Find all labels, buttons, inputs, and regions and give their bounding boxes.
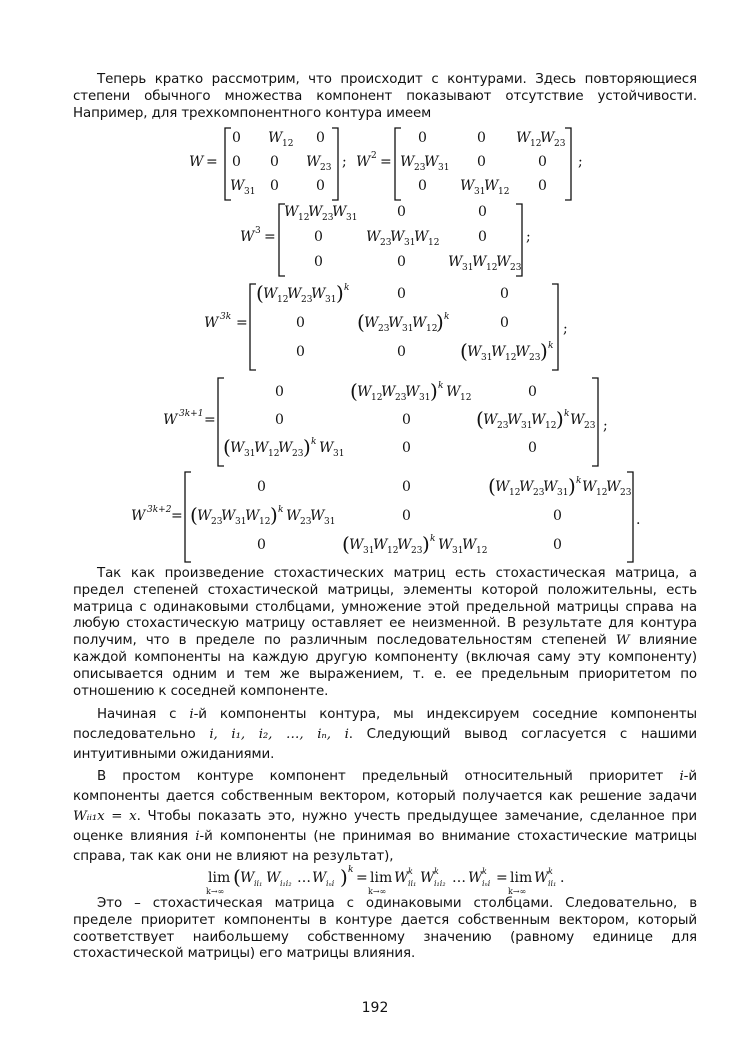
svg-text:k: k — [430, 534, 436, 544]
svg-text:12: 12 — [505, 353, 517, 363]
svg-text:W: W — [448, 254, 463, 270]
svg-text:12: 12 — [498, 187, 510, 197]
index-sequence: i, i₁, i₂, …, iₙ, i — [209, 727, 349, 742]
svg-text:23: 23 — [292, 449, 304, 459]
svg-text:31: 31 — [324, 517, 336, 527]
svg-text:lim: lim — [208, 870, 231, 886]
svg-text:12: 12 — [282, 139, 294, 149]
svg-text:0: 0 — [270, 178, 279, 194]
svg-text:k: k — [434, 867, 439, 876]
svg-text:12: 12 — [545, 421, 557, 431]
svg-text:31: 31 — [462, 263, 474, 273]
svg-text:0: 0 — [500, 315, 509, 331]
svg-text:W: W — [266, 870, 281, 886]
svg-text:W: W — [467, 344, 482, 360]
svg-text:0: 0 — [418, 130, 427, 146]
svg-text:W: W — [606, 479, 621, 495]
svg-text:0: 0 — [316, 130, 325, 146]
svg-text:31: 31 — [404, 238, 416, 248]
svg-text:W: W — [446, 384, 461, 400]
svg-text:W: W — [286, 508, 301, 524]
svg-text:0: 0 — [275, 412, 284, 428]
svg-text:0: 0 — [257, 479, 266, 495]
svg-text:lim: lim — [370, 870, 393, 886]
svg-text:): ) — [336, 281, 344, 305]
p3-a: Начиная с — [97, 707, 177, 722]
svg-text:3: 3 — [255, 226, 261, 236]
svg-text:(: ( — [476, 407, 484, 431]
svg-text:k→∞: k→∞ — [368, 887, 387, 896]
svg-text:W: W — [204, 315, 219, 331]
svg-text:23: 23 — [533, 488, 545, 498]
svg-text:12: 12 — [277, 295, 289, 305]
svg-text:W: W — [131, 508, 146, 524]
page-number: 192 — [361, 1000, 389, 1016]
svg-text:;: ; — [578, 154, 583, 170]
svg-text:…: … — [452, 870, 466, 886]
svg-text:0: 0 — [316, 178, 325, 194]
svg-text:3k+1: 3k+1 — [179, 409, 204, 419]
svg-text:23: 23 — [378, 324, 390, 334]
svg-text:23: 23 — [301, 295, 313, 305]
svg-text:31: 31 — [363, 546, 375, 556]
svg-text:W: W — [460, 178, 475, 194]
var-W: W — [615, 633, 630, 649]
equation-W3 — [240, 204, 531, 276]
svg-text:12: 12 — [476, 546, 488, 556]
paragraph-contour — [73, 767, 697, 867]
svg-text:W: W — [189, 154, 204, 170]
svg-text:W: W — [381, 384, 396, 400]
svg-text:12: 12 — [530, 139, 542, 149]
svg-text:=: = — [264, 229, 276, 245]
svg-text:=: = — [380, 154, 392, 170]
svg-text:W: W — [311, 286, 326, 302]
svg-text:W: W — [484, 178, 499, 194]
svg-text:23: 23 — [414, 163, 426, 173]
svg-text:): ) — [436, 310, 444, 334]
svg-text:.: . — [636, 512, 641, 528]
svg-text:W: W — [534, 870, 549, 886]
svg-text:W: W — [163, 412, 178, 428]
svg-text:W: W — [240, 870, 255, 886]
svg-text:31: 31 — [244, 187, 256, 197]
svg-text:12: 12 — [486, 263, 498, 273]
svg-text:0: 0 — [232, 130, 241, 146]
svg-text:12: 12 — [298, 213, 310, 223]
svg-text:23: 23 — [322, 213, 334, 223]
svg-text:23: 23 — [620, 488, 632, 498]
svg-text:0: 0 — [478, 229, 487, 245]
svg-text:0: 0 — [528, 384, 537, 400]
svg-text:=: = — [206, 154, 218, 170]
svg-text:ii₁: ii₁ — [548, 879, 557, 888]
svg-text:0: 0 — [257, 537, 266, 553]
svg-text:W: W — [357, 384, 372, 400]
svg-text:W: W — [570, 412, 585, 428]
paragraph-stochastic-text: Так как произведение стохастических матриц есть стохастическая матрица, а предел степеней стохастической матрицы, элементы которой положительны, есть матрица с одинаковыми столбцами, умножение этой предельной матрицы справа на любую стохастическую матрицу оставляет ее неизменной. В результате для контура получим, что в пределе по различным последовательностям степеней — [73, 566, 697, 649]
svg-text:(: ( — [357, 310, 365, 334]
var-i: i — [189, 707, 194, 722]
svg-text:31: 31 — [481, 353, 493, 363]
svg-text:i₁i₂: i₁i₂ — [280, 879, 292, 888]
svg-text:0: 0 — [232, 154, 241, 170]
svg-text:23: 23 — [497, 421, 509, 431]
svg-text:k: k — [348, 865, 354, 875]
svg-text:k: k — [548, 867, 553, 876]
svg-text:31: 31 — [244, 449, 256, 459]
svg-text:3k+2: 3k+2 — [147, 505, 172, 515]
svg-text:lim: lim — [510, 870, 533, 886]
svg-text:W: W — [483, 412, 498, 428]
svg-text:k: k — [564, 409, 570, 419]
svg-text:0: 0 — [528, 440, 537, 456]
svg-text:;: ; — [563, 321, 568, 337]
svg-text:(: ( — [342, 532, 350, 556]
svg-text:31: 31 — [521, 421, 533, 431]
svg-text:0: 0 — [296, 344, 305, 360]
svg-text:W: W — [516, 130, 531, 146]
svg-text:k: k — [278, 505, 284, 515]
paragraph-conclusion: Это – стохастическая матрица с одинаковыми столбцами. Следовательно, в пределе приоритет компоненты в контуре дается собственным вектором, который соответствует наибольшему собственному значению (равному единице для стохастической матрицы) его матрицы влияния. — [73, 896, 697, 962]
svg-text:12: 12 — [259, 517, 271, 527]
svg-text:23: 23 — [380, 238, 392, 248]
equation-W3k — [204, 281, 568, 370]
svg-text:…: … — [297, 870, 311, 886]
svg-text:iₙi: iₙi — [482, 879, 491, 888]
svg-text:0: 0 — [402, 412, 411, 428]
svg-text:(: ( — [488, 474, 496, 498]
svg-text:W: W — [388, 315, 403, 331]
svg-text:ii₁: ii₁ — [408, 879, 417, 888]
svg-text:12: 12 — [428, 238, 440, 248]
svg-text:W: W — [312, 870, 327, 886]
svg-text:W: W — [462, 537, 477, 553]
svg-text:0: 0 — [553, 508, 562, 524]
svg-text:0: 0 — [500, 286, 509, 302]
svg-text:0: 0 — [402, 508, 411, 524]
svg-text:23: 23 — [211, 517, 223, 527]
svg-text:31: 31 — [452, 546, 464, 556]
svg-text:W: W — [197, 508, 212, 524]
svg-text:23: 23 — [554, 139, 566, 149]
svg-text:): ) — [270, 503, 278, 527]
svg-text:k→∞: k→∞ — [206, 887, 225, 896]
svg-text:31: 31 — [333, 449, 345, 459]
svg-text:W: W — [356, 154, 371, 170]
svg-text:0: 0 — [477, 130, 486, 146]
p4-d: -й компоненты (не принимая во внимание стохастические матрицы справа, так как они не влияют на результат), — [73, 829, 697, 864]
svg-text:W: W — [491, 344, 506, 360]
svg-text:k: k — [548, 341, 554, 351]
equation-W — [189, 128, 583, 200]
svg-text:ii₁: ii₁ — [254, 879, 263, 888]
svg-text:): ) — [340, 865, 348, 889]
svg-text:W: W — [582, 479, 597, 495]
svg-text:k: k — [482, 867, 487, 876]
svg-text:W: W — [230, 178, 245, 194]
svg-text:W: W — [438, 537, 453, 553]
svg-text:): ) — [540, 339, 548, 363]
svg-text:(: ( — [190, 503, 198, 527]
svg-text:): ) — [568, 474, 576, 498]
svg-text:W: W — [230, 440, 245, 456]
svg-text:W: W — [284, 204, 299, 220]
svg-text:=: = — [496, 870, 508, 886]
svg-text:W: W — [412, 315, 427, 331]
p3-c: . Следующий вывод согласуется с нашими интуитивными ожиданиями. — [73, 727, 697, 762]
svg-text:): ) — [430, 379, 438, 403]
svg-text:W: W — [332, 204, 347, 220]
svg-text:(: ( — [223, 435, 231, 459]
svg-text:23: 23 — [320, 163, 332, 173]
svg-text:W: W — [540, 130, 555, 146]
svg-text:31: 31 — [419, 393, 431, 403]
svg-text:(: ( — [460, 339, 468, 363]
svg-text:0: 0 — [397, 204, 406, 220]
svg-text:W: W — [543, 479, 558, 495]
p4-c: . Чтобы показать это, нужно учесть предыдущее замечание, сделанное при оценке влияния — [73, 809, 697, 844]
svg-text:31: 31 — [235, 517, 247, 527]
p4-a: В простом контуре компонент предельный относительный приоритет — [97, 769, 664, 784]
svg-text:W: W — [240, 229, 255, 245]
svg-text:W: W — [310, 508, 325, 524]
svg-text:;: ; — [603, 418, 608, 434]
svg-text:12: 12 — [371, 393, 383, 403]
svg-text:k: k — [576, 476, 582, 486]
svg-text:W: W — [414, 229, 429, 245]
svg-text:W: W — [245, 508, 260, 524]
svg-text:W: W — [519, 479, 534, 495]
svg-text:): ) — [422, 532, 430, 556]
svg-text:0: 0 — [296, 315, 305, 331]
svg-text:W: W — [349, 537, 364, 553]
var-i-2: i — [679, 769, 684, 784]
svg-text:W: W — [424, 154, 439, 170]
svg-text:0: 0 — [275, 384, 284, 400]
svg-text:31: 31 — [325, 295, 337, 305]
svg-text:W: W — [278, 440, 293, 456]
svg-text:3k: 3k — [220, 312, 232, 322]
svg-text:): ) — [556, 407, 564, 431]
svg-text:31: 31 — [402, 324, 414, 334]
svg-text:(: ( — [256, 281, 264, 305]
svg-text:W: W — [515, 344, 530, 360]
svg-text:;: ; — [526, 229, 531, 245]
svg-text:W: W — [472, 254, 487, 270]
paragraph-indexing — [73, 705, 697, 765]
paragraph-intro: Теперь кратко рассмотрим, что происходит с контурами. Здесь повторяющиеся степени обычного множества компонент показывают отсутствие устойчивости. Например, для трехкомпонентного контура имеем — [73, 72, 697, 121]
svg-text:=: = — [236, 315, 248, 331]
var-i-3: i — [195, 829, 200, 844]
svg-text:0: 0 — [397, 286, 406, 302]
svg-text:W: W — [373, 537, 388, 553]
svg-text:12: 12 — [460, 393, 472, 403]
svg-text:0: 0 — [314, 229, 323, 245]
svg-text:W: W — [221, 508, 236, 524]
svg-text:k: k — [408, 867, 413, 876]
svg-text:W: W — [468, 870, 483, 886]
svg-text:W: W — [397, 537, 412, 553]
svg-text:0: 0 — [418, 178, 427, 194]
svg-text:0: 0 — [477, 154, 486, 170]
svg-text:23: 23 — [510, 263, 522, 273]
svg-text:12: 12 — [509, 488, 521, 498]
svg-text:W: W — [390, 229, 405, 245]
svg-text:23: 23 — [300, 517, 312, 527]
svg-text:0: 0 — [538, 178, 547, 194]
svg-text:0: 0 — [402, 440, 411, 456]
svg-text:31: 31 — [557, 488, 569, 498]
svg-text:W: W — [366, 229, 381, 245]
p4-b: -й компоненты дается собственным вектором, который получается как решение задачи — [73, 769, 697, 804]
svg-text:=: = — [171, 508, 183, 524]
svg-text:31: 31 — [474, 187, 486, 197]
svg-text:0: 0 — [270, 154, 279, 170]
svg-text:12: 12 — [387, 546, 399, 556]
svg-text:W: W — [531, 412, 546, 428]
svg-text:W: W — [254, 440, 269, 456]
svg-text:W: W — [319, 440, 334, 456]
svg-text:k: k — [344, 283, 350, 293]
svg-text:0: 0 — [478, 204, 487, 220]
svg-text:(: ( — [350, 379, 358, 403]
svg-text:k: k — [444, 312, 450, 322]
svg-text:W: W — [420, 870, 435, 886]
svg-text:23: 23 — [584, 421, 596, 431]
svg-text:W: W — [496, 254, 511, 270]
svg-text:W: W — [405, 384, 420, 400]
svg-text:W: W — [495, 479, 510, 495]
svg-text:0: 0 — [402, 479, 411, 495]
svg-text:): ) — [303, 435, 311, 459]
svg-text:31: 31 — [438, 163, 450, 173]
svg-text:W: W — [400, 154, 415, 170]
svg-text:k: k — [311, 437, 317, 447]
svg-text:k: k — [438, 381, 444, 391]
svg-text:0: 0 — [397, 254, 406, 270]
svg-text:k→∞: k→∞ — [508, 887, 527, 896]
svg-text:W: W — [507, 412, 522, 428]
svg-text:2: 2 — [371, 151, 377, 161]
paragraph-stochastic — [73, 566, 697, 700]
svg-text:iₙi: iₙi — [326, 879, 335, 888]
svg-text:0: 0 — [553, 537, 562, 553]
svg-text:W: W — [306, 154, 321, 170]
svg-text:W: W — [364, 315, 379, 331]
svg-text:W: W — [394, 870, 409, 886]
svg-text:0: 0 — [538, 154, 547, 170]
svg-text:0: 0 — [397, 344, 406, 360]
svg-text:12: 12 — [596, 488, 608, 498]
p3-b: -й компоненты контура, мы индексируем соседние компоненты последовательно — [73, 707, 697, 742]
svg-text:12: 12 — [268, 449, 280, 459]
svg-text:0: 0 — [314, 254, 323, 270]
svg-text:;: ; — [342, 154, 347, 170]
svg-text:W: W — [308, 204, 323, 220]
paragraph-stochastic-tail: влияние каждой компоненты на каждую другую компоненту (включая саму эту компоненту) описывается одним и тем же выражением, т. е. ее предельным приоритетом по отношению к соседней компоненте. — [73, 633, 697, 699]
equation-W3k1 — [163, 378, 608, 466]
svg-text:i₁i₂: i₁i₂ — [434, 879, 446, 888]
svg-text:=: = — [204, 412, 216, 428]
svg-text:W: W — [287, 286, 302, 302]
svg-text:12: 12 — [426, 324, 438, 334]
svg-text:31: 31 — [346, 213, 358, 223]
svg-text:(: ( — [233, 865, 241, 889]
svg-text:W: W — [268, 130, 283, 146]
eigen-equation: Wᵢᵢ₁x = x — [73, 809, 137, 824]
svg-text:23: 23 — [395, 393, 407, 403]
svg-text:=: = — [356, 870, 368, 886]
svg-text:23: 23 — [529, 353, 541, 363]
svg-text:.: . — [560, 870, 565, 886]
svg-text:W: W — [263, 286, 278, 302]
equation-W3k2 — [131, 472, 640, 562]
svg-text:23: 23 — [411, 546, 423, 556]
